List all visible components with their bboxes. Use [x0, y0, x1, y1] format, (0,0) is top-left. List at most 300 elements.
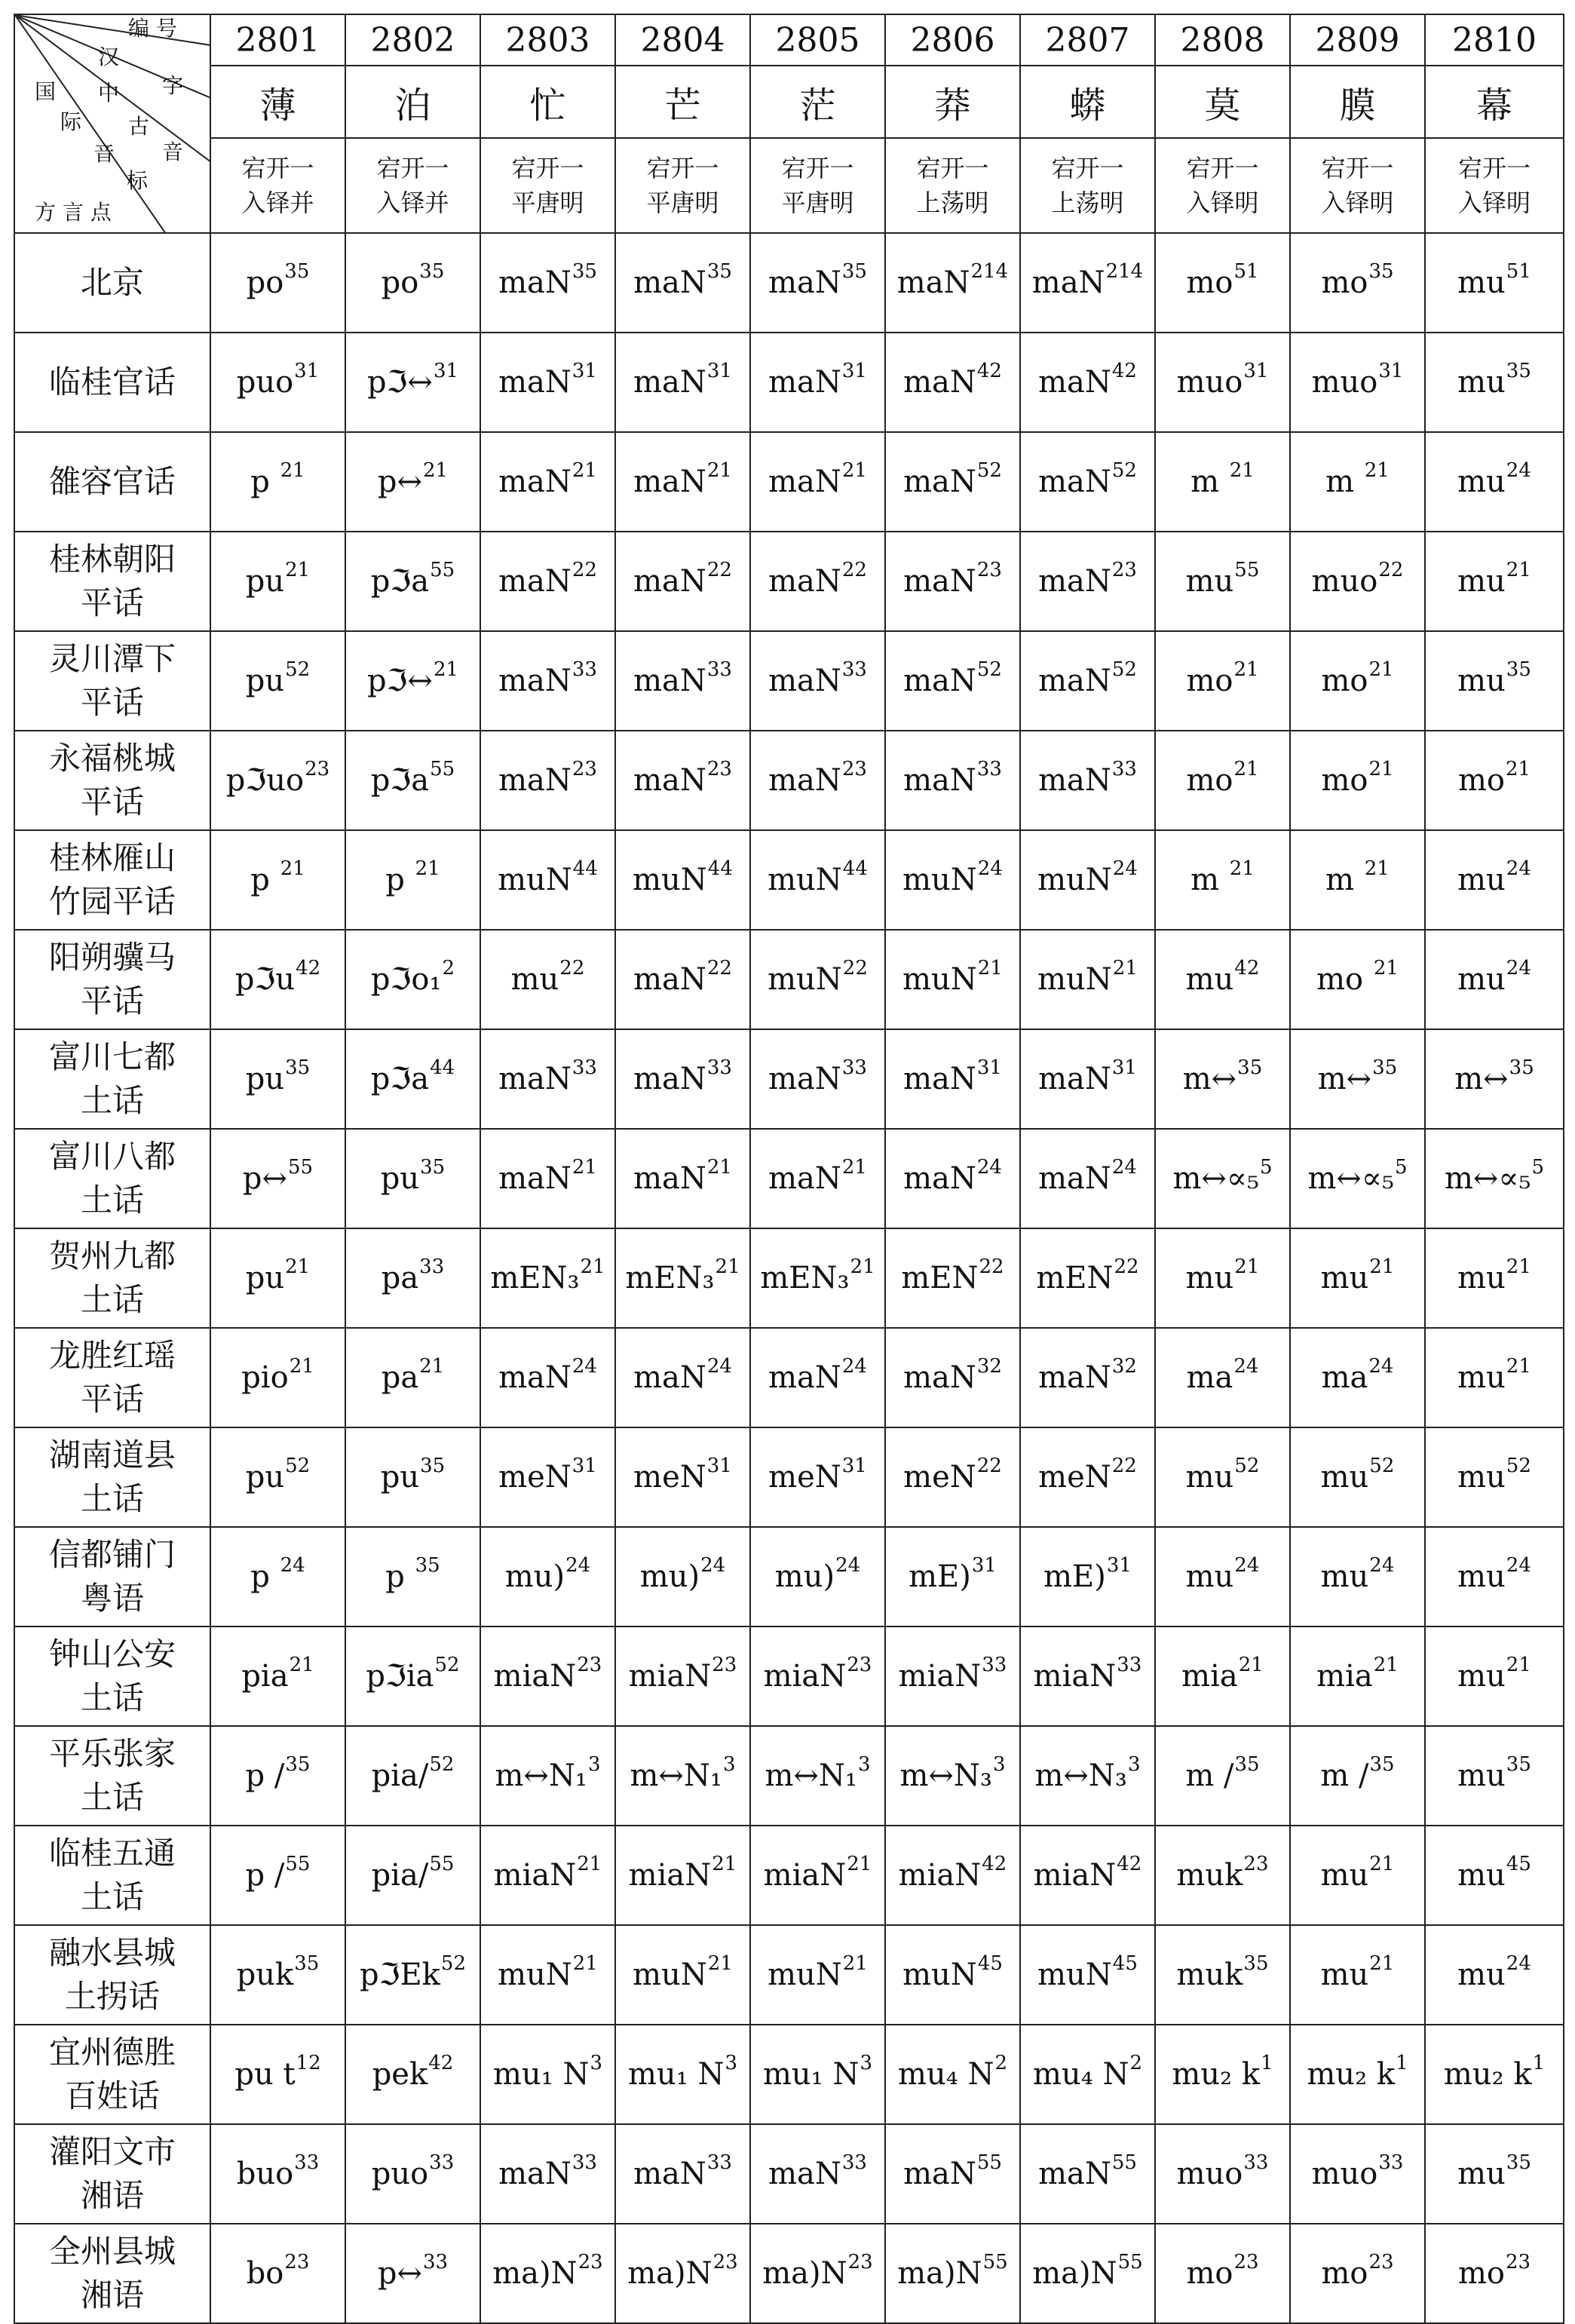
dialect-place — [14, 333, 210, 432]
pronunciation-cell — [1155, 432, 1290, 532]
pronunciation-cell — [1290, 1726, 1425, 1826]
pronunciation-cell — [1020, 1328, 1155, 1427]
dialect-place — [14, 2025, 210, 2124]
tone-value: 24 — [565, 1554, 591, 1577]
ipa-text: m↔∝₅ — [1307, 1161, 1394, 1196]
place-line: 湘语 — [80, 2276, 144, 2313]
tone-value: 23 — [571, 758, 597, 780]
ipa-text: maN — [903, 2157, 976, 2191]
ipa-text: p↔ — [377, 464, 423, 499]
pronunciation-cell — [1425, 1726, 1564, 1826]
pronunciation-cell — [210, 930, 345, 1029]
tone-value: 21 — [715, 1256, 740, 1278]
tone-value: 31 — [1106, 1554, 1132, 1577]
ipa-text: ma)N — [492, 2256, 578, 2291]
pronunciation-cell — [210, 1626, 345, 1726]
tone-value: 21 — [1229, 857, 1255, 880]
pronunciation-cell — [885, 1826, 1020, 1925]
tone-value: 21 — [1506, 559, 1531, 581]
tone-value: 21 — [285, 559, 311, 581]
pronunciation-cell — [750, 731, 885, 830]
pronunciation-cell — [615, 532, 750, 631]
mc-line-bottom: 平唐明 — [781, 189, 854, 217]
tone-value: 35 — [420, 1156, 446, 1179]
column-number: 2809 — [1290, 14, 1425, 66]
tone-value: 21 — [289, 1355, 314, 1378]
tone-value: 44 — [572, 857, 598, 880]
tone-value: 33 — [571, 1056, 597, 1079]
tone-value: 3 — [587, 1753, 601, 1776]
pronunciation-cell — [480, 1228, 615, 1328]
pronunciation-cell — [1290, 631, 1425, 731]
place-line: 全州县城 — [48, 2233, 176, 2270]
tone-value: 31 — [976, 1056, 1002, 1079]
tone-value: 52 — [976, 658, 1002, 681]
place-line: 土话 — [80, 1480, 144, 1517]
tone-value: 52 — [434, 1654, 460, 1676]
ipa-text: maN — [498, 1062, 571, 1096]
pronunciation-cell — [1020, 333, 1155, 432]
tone-value: 5 — [1395, 1156, 1408, 1179]
dialect-place — [14, 1826, 210, 1925]
pronunciation-cell — [1020, 2224, 1155, 2323]
tone-value: 21 — [571, 1156, 597, 1179]
tone-value: 31 — [1111, 1056, 1137, 1079]
ipa-text: mu — [1185, 1261, 1234, 1295]
ipa-text: pu — [380, 1161, 420, 1196]
pronunciation-cell — [480, 1826, 615, 1925]
mc-line-top: 宕开一 — [646, 154, 719, 182]
ipa-text: muN — [768, 863, 842, 897]
tone-value: 35 — [420, 1455, 446, 1477]
pronunciation-cell — [210, 631, 345, 731]
tone-value: 23 — [847, 1654, 872, 1676]
table-row — [14, 1626, 1564, 1726]
pronunciation-cell — [1290, 2025, 1425, 2124]
pronunciation-cell — [345, 1228, 480, 1328]
pronunciation-cell — [750, 1427, 885, 1527]
pronunciation-cell — [1290, 432, 1425, 532]
tone-value: 33 — [982, 1654, 1007, 1676]
pronunciation-cell — [885, 233, 1020, 333]
ipa-text: mu — [1457, 1758, 1506, 1793]
pronunciation-cell — [1020, 1925, 1155, 2025]
tone-value: 23 — [577, 1654, 602, 1676]
ipa-text: meN — [768, 1460, 841, 1495]
column-character: 膜 — [1290, 66, 1425, 138]
pronunciation-cell — [1425, 333, 1564, 432]
pronunciation-cell — [750, 930, 885, 1029]
table-row — [14, 532, 1564, 631]
pronunciation-cell — [1155, 631, 1290, 731]
ipa-text: m — [1190, 863, 1229, 897]
ipa-text: mu — [1185, 1559, 1234, 1594]
ipa-text: m — [1325, 863, 1364, 897]
ipa-text: mu — [1457, 1460, 1506, 1495]
ipa-text: mo — [1186, 664, 1233, 698]
place-line: 龙胜红瑶 — [48, 1337, 176, 1374]
tone-value: 44 — [707, 857, 733, 880]
pronunciation-cell — [480, 2025, 615, 2124]
tone-value: 24 — [280, 1554, 305, 1577]
pronunciation-cell — [345, 930, 480, 1029]
ipa-text: maN — [1038, 1062, 1111, 1096]
column-middle-chinese — [1425, 138, 1564, 233]
place-line: 平乐张家 — [48, 1735, 176, 1772]
pronunciation-cell — [210, 1826, 345, 1925]
pronunciation-cell — [345, 1029, 480, 1129]
ipa-text: mu — [1457, 1858, 1506, 1893]
ipa-text: mu — [1457, 2157, 1506, 2191]
pronunciation-cell — [1020, 731, 1155, 830]
column-middle-chinese — [615, 138, 750, 233]
pronunciation-cell — [480, 1527, 615, 1626]
place-line: 土拐话 — [64, 1978, 160, 2015]
tone-value: 35 — [841, 260, 867, 283]
pronunciation-cell — [1155, 1726, 1290, 1826]
tone-value: 33 — [571, 658, 597, 681]
pronunciation-cell — [885, 930, 1020, 1029]
ipa-text: mo — [1186, 265, 1233, 300]
table-row — [14, 432, 1564, 532]
pronunciation-cell — [750, 432, 885, 532]
header-corner-cell — [14, 14, 210, 233]
pronunciation-cell — [615, 830, 750, 930]
ipa-text: mu — [1457, 1261, 1506, 1295]
ipa-text: maN — [1038, 664, 1111, 698]
pronunciation-cell — [1425, 930, 1564, 1029]
pronunciation-cell — [1425, 631, 1564, 731]
tone-value: 21 — [289, 1654, 314, 1676]
pronunciation-cell — [1290, 930, 1425, 1029]
pronunciation-cell — [345, 731, 480, 830]
tone-value: 23 — [1111, 559, 1137, 581]
tone-value: 21 — [842, 1952, 868, 1975]
pronunciation-cell — [1155, 1427, 1290, 1527]
pronunciation-cell — [480, 1925, 615, 2025]
ipa-text: maN — [768, 2157, 841, 2191]
tone-value: 35 — [1234, 1753, 1260, 1776]
pronunciation-cell — [750, 1925, 885, 2025]
tone-value: 21 — [1373, 1654, 1399, 1676]
tone-value: 23 — [712, 2251, 738, 2273]
pronunciation-cell — [480, 1029, 615, 1129]
tone-value: 21 — [577, 1853, 602, 1875]
tone-value: 45 — [1506, 1853, 1531, 1875]
ipa-text: muN — [498, 1958, 572, 1992]
column-middle-chinese — [480, 138, 615, 233]
ipa-text: pu — [380, 1460, 420, 1495]
pronunciation-cell — [1290, 532, 1425, 631]
tone-value: 3 — [725, 2052, 737, 2074]
pronunciation-cell — [210, 2025, 345, 2124]
place-line: 土话 — [80, 1679, 144, 1716]
mc-line-bottom: 上荡明 — [916, 189, 989, 217]
tone-value: 21 — [977, 957, 1003, 980]
mc-line-bottom: 入铎明 — [1457, 189, 1531, 217]
mc-line-top: 宕开一 — [916, 154, 989, 182]
ipa-text: maN — [498, 464, 571, 499]
ipa-text: buo — [236, 2157, 294, 2191]
ipa-text: pu — [245, 664, 285, 698]
ipa-text: p — [250, 863, 280, 897]
ipa-text: mu — [1457, 863, 1506, 897]
pronunciation-cell — [1020, 830, 1155, 930]
pronunciation-cell — [480, 830, 615, 930]
tone-value: 21 — [1238, 1654, 1264, 1676]
ipa-text: mu₄ N — [1033, 2057, 1129, 2092]
pronunciation-cell — [1425, 830, 1564, 930]
tone-value: 23 — [706, 758, 732, 780]
ipa-text: meN — [498, 1460, 571, 1495]
place-line: 信都铺门 — [48, 1536, 176, 1573]
tone-value: 35 — [1368, 260, 1394, 283]
pronunciation-cell — [345, 631, 480, 731]
corner-label-han: 汉 — [98, 44, 120, 69]
mc-line-top: 宕开一 — [241, 154, 314, 182]
tone-value: 2 — [442, 957, 455, 980]
pronunciation-cell — [1155, 731, 1290, 830]
column-number: 2804 — [615, 14, 750, 66]
pronunciation-cell — [615, 731, 750, 830]
tone-value: 1 — [1396, 2052, 1408, 2074]
mc-line-bottom: 入铎明 — [1186, 189, 1259, 217]
pronunciation-cell — [750, 233, 885, 333]
table-row — [14, 1328, 1564, 1427]
ipa-text: m — [1190, 464, 1229, 499]
pronunciation-cell — [1020, 233, 1155, 333]
pronunciation-cell — [1290, 1328, 1425, 1427]
ipa-text: mu₄ N — [898, 2057, 994, 2092]
column-middle-chinese — [345, 138, 480, 233]
pronunciation-cell — [750, 532, 885, 631]
pronunciation-cell — [1425, 1925, 1564, 2025]
ipa-text: puk — [236, 1958, 294, 1992]
tone-value: 23 — [712, 1654, 737, 1676]
ipa-text: pℑa — [370, 1062, 430, 1096]
tone-value: 31 — [571, 360, 597, 382]
dialect-place — [14, 1626, 210, 1726]
tone-value: 23 — [578, 2251, 603, 2273]
ipa-text: mu) — [639, 1559, 700, 1594]
ipa-text: maN — [633, 962, 706, 997]
ipa-text: mu — [1457, 1559, 1506, 1594]
tone-value: 52 — [1369, 1455, 1395, 1477]
ipa-text: muk — [1176, 1858, 1243, 1893]
tone-value: 55 — [976, 2151, 1002, 2174]
pronunciation-cell — [345, 1726, 480, 1826]
tone-value: 55 — [982, 2251, 1008, 2273]
tone-value: 35 — [1506, 1753, 1531, 1776]
dialect-place — [14, 1328, 210, 1427]
pronunciation-cell — [1290, 2224, 1425, 2323]
pronunciation-cell — [210, 333, 345, 432]
ipa-text: mu) — [504, 1559, 565, 1594]
pronunciation-cell — [615, 1925, 750, 2025]
tone-value: 24 — [1506, 1554, 1531, 1577]
place-line: 临桂官话 — [48, 363, 176, 400]
tone-value: 35 — [706, 260, 732, 283]
tone-value: 35 — [285, 1753, 311, 1776]
ipa-text: mu — [1457, 464, 1506, 499]
ipa-text: maN — [633, 664, 706, 698]
place-line: 土话 — [80, 1878, 144, 1915]
ipa-text: mu — [1457, 962, 1506, 997]
pronunciation-cell — [1155, 1626, 1290, 1726]
pronunciation-cell — [750, 1527, 885, 1626]
pronunciation-cell — [210, 233, 345, 333]
pronunciation-cell — [615, 1427, 750, 1527]
mc-line-top: 宕开一 — [376, 154, 449, 182]
pronunciation-cell — [480, 333, 615, 432]
column-character: 芒 — [615, 66, 750, 138]
ipa-text: po — [246, 265, 284, 300]
tone-value: 21 — [1364, 459, 1390, 482]
tone-value: 21 — [1373, 957, 1399, 980]
pronunciation-cell — [210, 1427, 345, 1527]
table-row — [14, 830, 1564, 930]
tone-value: 33 — [1117, 1654, 1142, 1676]
tone-value: 21 — [571, 459, 597, 482]
ipa-text: muN — [633, 863, 707, 897]
column-number: 2805 — [750, 14, 885, 66]
ipa-text: maN — [498, 365, 571, 400]
table-row — [14, 1925, 1564, 2025]
ipa-text: maN — [633, 1161, 706, 1196]
pronunciation-cell — [1425, 2124, 1564, 2224]
tone-value: 21 — [706, 1156, 732, 1179]
tone-value: 21 — [707, 1952, 733, 1975]
tone-value: 21 — [415, 857, 440, 880]
ipa-text: m / — [1185, 1758, 1234, 1793]
tone-value: 33 — [841, 2151, 867, 2174]
pronunciation-cell — [480, 432, 615, 532]
ipa-text: miaN — [763, 1659, 847, 1694]
tone-value: 33 — [1111, 758, 1137, 780]
ipa-text: maN — [768, 564, 841, 599]
place-line: 桂林雁山 — [48, 839, 176, 876]
pronunciation-cell — [1155, 1527, 1290, 1626]
pronunciation-cell — [1290, 1228, 1425, 1328]
tone-value: 23 — [1233, 2251, 1259, 2273]
ipa-text: maN — [633, 464, 706, 499]
pronunciation-cell — [885, 631, 1020, 731]
tone-value: 22 — [706, 559, 732, 581]
pronunciation-cell — [885, 532, 1020, 631]
tone-value: 21 — [847, 1853, 872, 1875]
tone-value: 31 — [433, 360, 459, 382]
ipa-text: p↔ — [242, 1161, 288, 1196]
pronunciation-cell — [1425, 1328, 1564, 1427]
ipa-text: ma)N — [762, 2256, 847, 2291]
pronunciation-cell — [210, 2224, 345, 2323]
ipa-text: maN — [768, 265, 841, 300]
ipa-text: miaN — [1033, 1659, 1117, 1694]
tone-value: 35 — [419, 260, 445, 283]
ipa-text: maN — [633, 2157, 706, 2191]
dialect-place — [14, 2124, 210, 2224]
table-row — [14, 2124, 1564, 2224]
pronunciation-cell — [210, 2124, 345, 2224]
ipa-text: miaN — [493, 1659, 577, 1694]
tone-value: 23 — [284, 2251, 310, 2273]
ipa-text: mo — [1321, 763, 1368, 798]
column-middle-chinese — [750, 138, 885, 233]
place-line: 湖南道县 — [48, 1436, 176, 1473]
tone-value: 21 — [580, 1256, 605, 1278]
tone-value: 35 — [1243, 1952, 1269, 1975]
pronunciation-cell — [615, 1527, 750, 1626]
ipa-text: mEN₃ — [490, 1261, 580, 1295]
ipa-text: mu — [1457, 564, 1506, 599]
dialect-place — [14, 631, 210, 731]
ipa-text: miaN — [628, 1659, 712, 1694]
mc-line-top: 宕开一 — [511, 154, 584, 182]
tone-value: 52 — [285, 1455, 311, 1477]
pronunciation-cell — [750, 1328, 885, 1427]
column-character: 泊 — [345, 66, 480, 138]
tone-value: 21 — [419, 1355, 445, 1378]
ipa-text: mu) — [774, 1559, 835, 1594]
ipa-text: maN — [768, 1161, 841, 1196]
ipa-text: m↔ — [1317, 1062, 1372, 1096]
pronunciation-cell — [1290, 1626, 1425, 1726]
pronunciation-cell — [480, 1328, 615, 1427]
dialect-place — [14, 1726, 210, 1826]
tone-value: 55 — [429, 1853, 455, 1875]
tone-value: 42 — [982, 1853, 1007, 1875]
tone-value: 32 — [1111, 1355, 1137, 1378]
tone-value: 3 — [590, 2052, 602, 2074]
pronunciation-cell — [1290, 1427, 1425, 1527]
mc-line-top: 宕开一 — [781, 154, 854, 182]
pronunciation-cell — [1425, 532, 1564, 631]
tone-value: 55 — [1117, 2251, 1143, 2273]
ipa-text: pu — [245, 1062, 285, 1096]
tone-value: 22 — [842, 957, 868, 980]
ipa-text: maN — [1038, 763, 1111, 798]
pronunciation-cell — [885, 1427, 1020, 1527]
ipa-text: maN — [498, 564, 571, 599]
tone-value: 24 — [1112, 857, 1138, 880]
place-line: 土话 — [80, 1182, 144, 1219]
ipa-text: maN — [633, 564, 706, 599]
ipa-text: pℑa — [370, 763, 430, 798]
pronunciation-cell — [750, 1726, 885, 1826]
mc-line-bottom: 平唐明 — [646, 189, 719, 217]
column-character: 蟒 — [1020, 66, 1155, 138]
tone-value: 35 — [1509, 1056, 1534, 1079]
pronunciation-cell — [1425, 2025, 1564, 2124]
place-line: 平话 — [80, 684, 144, 721]
place-line: 临桂五通 — [48, 1835, 176, 1872]
dialect-place — [14, 233, 210, 333]
tone-value: 21 — [706, 459, 732, 482]
place-line: 平话 — [80, 1381, 144, 1418]
pronunciation-cell — [1425, 2224, 1564, 2323]
tone-value: 55 — [1111, 2151, 1137, 2174]
pronunciation-cell — [345, 1925, 480, 2025]
corner-label-yin2: 音 — [162, 140, 184, 164]
ipa-text: pa — [381, 1360, 419, 1395]
tone-value: 35 — [1506, 658, 1531, 681]
pronunciation-cell — [1155, 1228, 1290, 1328]
corner-label-number: 编 号 — [128, 16, 177, 41]
pronunciation-cell — [1155, 1826, 1290, 1925]
ipa-text: m↔N₃ — [1034, 1758, 1127, 1793]
tone-value: 24 — [1369, 1554, 1395, 1577]
ipa-text: muN — [902, 863, 977, 897]
